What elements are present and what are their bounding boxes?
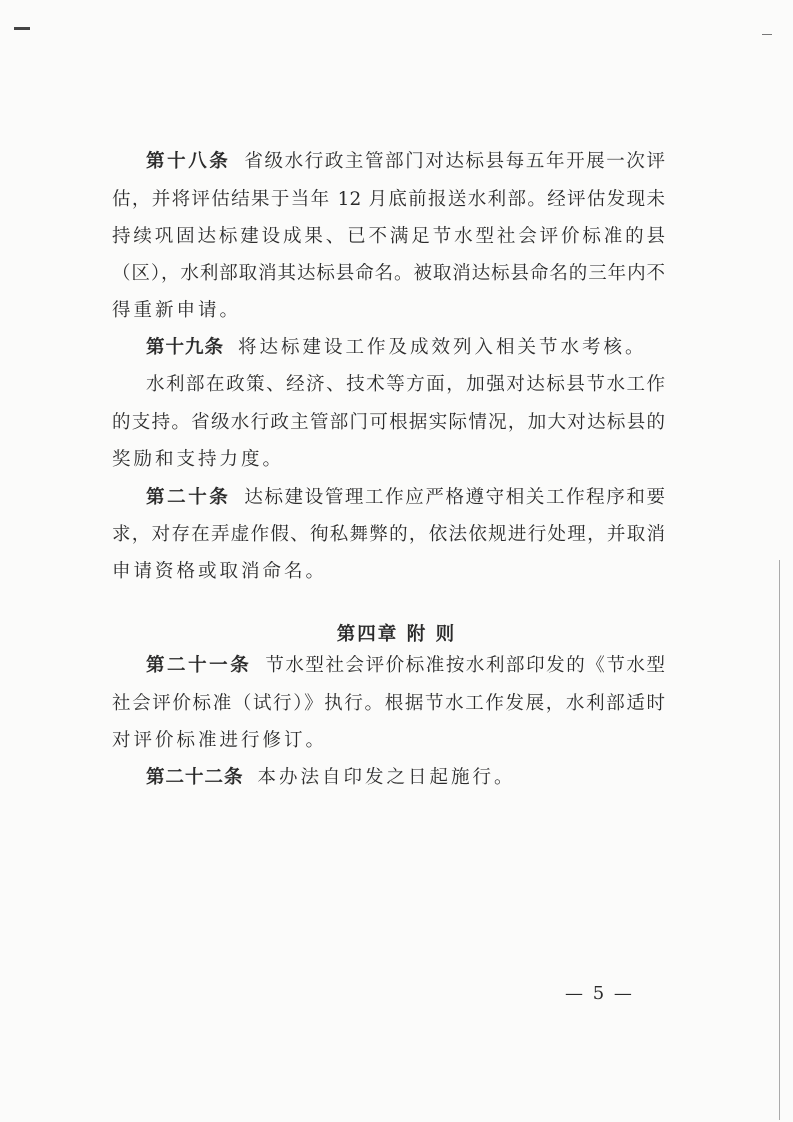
text-line	[112, 299, 665, 323]
text-line	[146, 150, 665, 174]
text-line	[112, 560, 665, 584]
text-line	[112, 188, 665, 212]
line-text: 求，对存在弄虚作假、徇私舞弊的，依法依规进行处理，并取消	[112, 524, 665, 545]
text-line	[112, 225, 665, 249]
line-text: 持续巩固达标建设成果、已不满足节水型社会评价标准的县	[112, 226, 665, 247]
scan-mark	[14, 27, 30, 30]
line-text: （区），水利部取消其达标县命名。被取消达标县命名的三年内不	[112, 263, 665, 284]
text-line	[112, 448, 665, 472]
line-text: 达标建设管理工作应严格遵守相关工作程序和要	[244, 487, 665, 508]
text-line	[112, 262, 665, 286]
line-text: 社会评价标准（试行）》执行。根据节水工作发展，水利部适时	[112, 693, 665, 714]
text-line	[112, 692, 665, 716]
text-line	[146, 486, 665, 510]
text-line	[112, 411, 665, 435]
text-line	[146, 654, 665, 678]
line-text: 省级水行政主管部门对达标县每五年开展一次评	[244, 151, 665, 172]
scan-mark	[762, 34, 772, 35]
article-label: 第二十条	[146, 487, 231, 508]
article-label: 第二十二条	[146, 767, 244, 788]
line-text: 奖励和支持力度。	[112, 449, 285, 470]
text-line	[146, 766, 665, 790]
line-text: 申请资格或取消命名。	[112, 561, 328, 582]
article-label: 第二十一条	[146, 655, 252, 676]
article-label: 第十八条	[146, 151, 231, 172]
page-number: — 5 —	[565, 983, 634, 1004]
line-text: 对评价标准进行修订。	[112, 730, 328, 751]
article-label: 第十九条	[146, 337, 225, 358]
line-text: 估，并将评估结果于当年 12 月底前报送水利部。经评估发现未	[112, 189, 665, 210]
text-line	[112, 523, 665, 547]
line-text: 水利部在政策、经济、技术等方面，加强对达标县节水工作	[146, 374, 665, 395]
line-text: 节水型社会评价标准按水利部印发的《节水型	[265, 655, 665, 676]
text-line	[112, 729, 665, 753]
line-text: 得重新申请。	[112, 300, 242, 321]
text-line	[146, 336, 665, 360]
line-text: 的支持。省级水行政主管部门可根据实际情况，加大对达标县的	[112, 412, 665, 433]
chapter-heading: 第四章 附 则	[336, 624, 457, 645]
line-text: 将达标建设工作及成效列入相关节水考核。	[238, 337, 647, 358]
line-text: 本办法自印发之日起施行。	[257, 767, 516, 788]
text-line	[146, 373, 665, 397]
